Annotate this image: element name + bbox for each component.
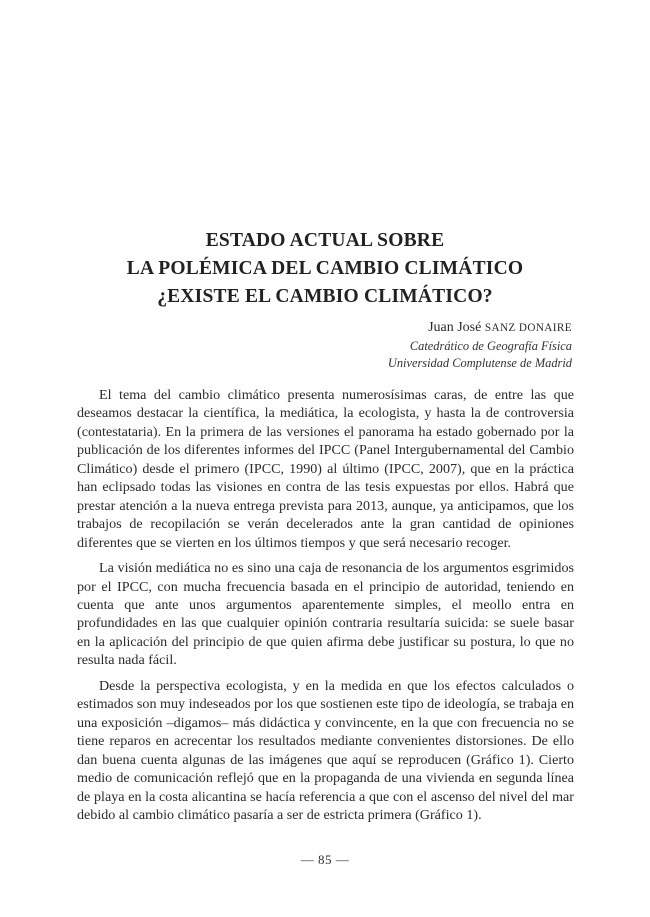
title-line-1: ESTADO ACTUAL SOBRE: [205, 230, 445, 251]
author-first-names: Juan José: [428, 320, 485, 335]
article-body: [77, 386, 574, 831]
paragraph-2: La visión mediática no es sino una caja de resonancia de los argumentos esgrimidos por el IPCC, con mucha frecuencia basada en el principio de autoridad, teniendo en cuenta que ante unos argumentos aparentemente simples, el meollo entra en profundidades en las que cualquier opinión contraria resultaría suicida: se suele basar en la aplicación del principio de que quien afirma debe justificar su postura, lo que no resulta nada fácil.: [77, 560, 574, 669]
title-line-2: LA POLÉMICA DEL CAMBIO CLIMÁTICO: [126, 258, 524, 279]
page-number: — 85 —: [300, 852, 350, 867]
author-block: [212, 318, 572, 372]
author-surname: SANZ DONAIRE: [484, 322, 572, 334]
article-title: [60, 227, 590, 311]
author-name: [212, 318, 572, 338]
title-line-3: ¿EXISTE EL CAMBIO CLIMÁTICO?: [157, 286, 493, 307]
author-institution: Universidad Complutense de Madrid: [387, 356, 572, 370]
paragraph-1: El tema del cambio climático presenta numerosísimas caras, de entre las que deseamos destacar la científica, la mediática, la ecologista, y hasta la de controversia (contestataria). En la primera de las versiones el panorama ha estado gobernado por la publicación de los diferentes informes del IPCC (Panel Intergubernamental del Cambio Climático) desde el primero (IPCC, 1990) al último (IPCC, 2007), que en la práctica han eclipsado todas las visiones en contra de las tesis expuestas por ellos. Habrá que prestar atención a la nueva entrega prevista para 2013, aunque, ya anticipamos, que los trabajos de recopilación se verán decelerados ante la gran cantidad de opiniones diferentes que se vierten en los últimos tiempos y que será necesario recoger.: [77, 387, 574, 551]
paragraph-3: Desde la perspectiva ecologista, y en la medida en que los efectos calculados o estimados son muy indeseados por los que sostienen este tipo de ideología, se trabaja en una exposición –digamos– más didáctica y convincente, en la que con frecuencia no se tiene reparos en acrecentar los resultados mediante convenientes distorsiones. De ello dan buena cuenta algunas de las imágenes que aquí se reproducen (Gráfico 1). Cierto medio de comunicación reflejó que en la propaganda de una vivienda en segunda línea de playa en la costa alicantina se hacía referencia a que con el ascenso del nivel del mar debido al cambio climático pasaría a ser de estricta primera (Gráfico 1).: [77, 677, 574, 823]
author-position: Catedrático de Geografía Física: [409, 339, 572, 353]
